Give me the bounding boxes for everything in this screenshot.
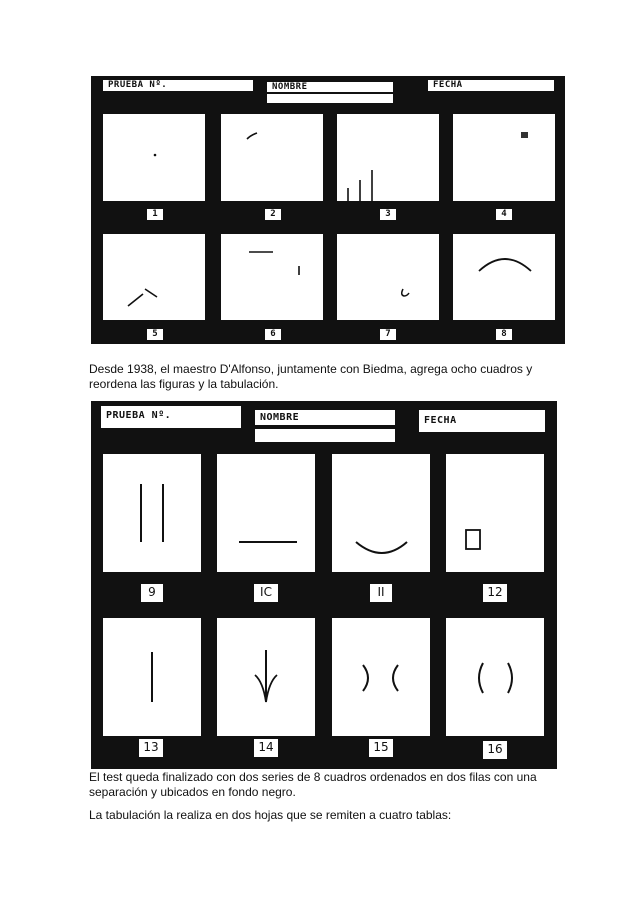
box-number-2: 2 [265,209,281,220]
nombre-line [267,94,393,103]
arch-figure [453,234,555,320]
box-number-14: 14 [254,739,278,757]
caption-2: El test queda finalizado con dos series de 8 cuadros ordenados en dos filas con una separación y ubicados en fondo negro. [89,770,537,799]
parentheses-figure [446,618,544,736]
small-square-figure [453,114,555,201]
caption-3: La tabulación la realiza en dos hojas que se remiten a cuatro tablas: [89,808,452,822]
drawing-box-13 [103,618,201,736]
drawing-box-9 [103,454,201,572]
drawing-box-15 [332,618,430,736]
box-number-6: 6 [265,329,281,340]
prueba-field: PRUEBA Nº. [101,406,241,428]
drawing-box-4 [453,114,555,201]
drawing-box-6 [221,234,323,320]
fecha-field: FECHA [428,80,554,91]
box-number-12: 12 [483,584,507,602]
box-number-10: IC [254,584,278,602]
drawing-box-7 [337,234,439,320]
drawing-box-16 [446,618,544,736]
nombre-field: NOMBRE [267,82,393,92]
drawing-box-2 [221,114,323,201]
single-vertical-line-figure [103,618,201,736]
drawing-box-8 [453,234,555,320]
drawing-box-5 [103,234,205,320]
vertical-lines-figure [337,114,439,201]
horizontal-line-figure [217,454,315,572]
curved-line-figure [221,114,323,201]
facing-brackets-figure [332,618,430,736]
test-form-2 [91,401,557,769]
nombre-line [255,429,395,442]
test-form-1 [91,76,565,344]
drawing-box-11 [332,454,430,572]
arrow-figure [217,618,315,736]
rectangle-figure [446,454,544,572]
drawing-box-10 [217,454,315,572]
dot-figure [103,114,205,201]
box-number-4: 4 [496,209,512,220]
horizontal-vertical-figure [221,234,323,320]
box-number-15: 15 [369,739,393,757]
box-number-9: 9 [141,584,163,602]
fecha-field: FECHA [419,410,545,432]
box-number-5: 5 [147,329,163,340]
nombre-field: NOMBRE [255,410,395,425]
box-number-1: 1 [147,209,163,220]
drawing-box-1 [103,114,205,201]
drawing-box-3 [337,114,439,201]
box-number-7: 7 [380,329,396,340]
smile-curve-figure [332,454,430,572]
small-arc-figure [337,234,439,320]
diagonal-lines-figure [103,234,205,320]
drawing-box-14 [217,618,315,736]
box-number-3: 3 [380,209,396,220]
box-number-11: II [370,584,392,602]
prueba-field: PRUEBA Nº. [103,80,253,91]
box-number-8: 8 [496,329,512,340]
two-vertical-lines-figure [103,454,201,572]
box-number-16: 16 [483,741,507,759]
caption-1: Desde 1938, el maestro D'Alfonso, juntamente con Biedma, agrega ocho cuadros y reordena las figuras y la tabulación. [89,362,533,391]
drawing-box-12 [446,454,544,572]
box-number-13: 13 [139,739,163,757]
